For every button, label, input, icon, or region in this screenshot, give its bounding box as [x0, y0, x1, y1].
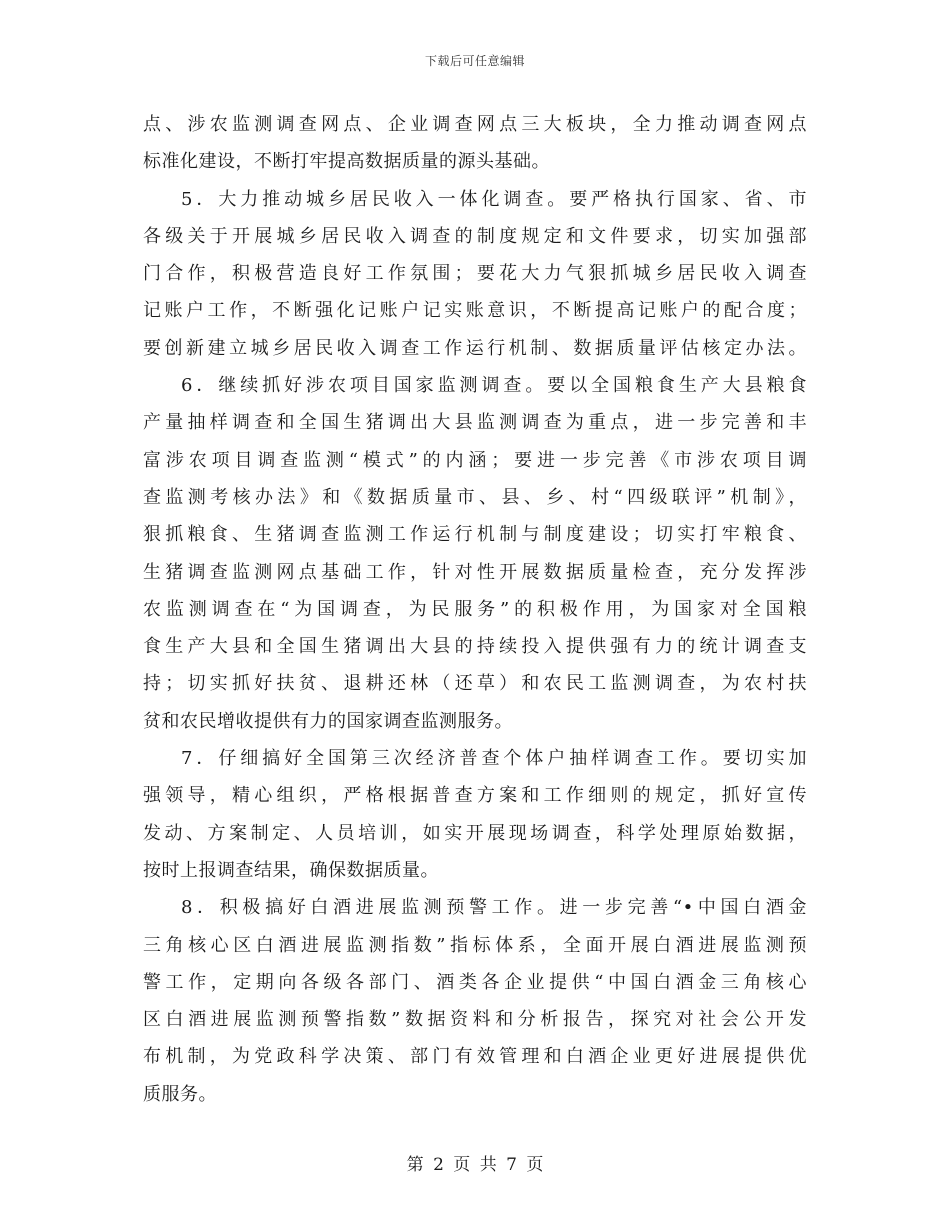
paragraph-item-8 [143, 889, 807, 1113]
text-line: 食生产大县和全国生猪调出大县的持续投入提供强有力的统计调查支 [143, 636, 807, 658]
text-line: 按时上报调查结果，确保数据质量。 [143, 859, 439, 881]
text-line: 7．仔细搞好全国第三次经济普查个体户抽样调查工作。要切实加 [181, 748, 807, 770]
page-number-footer: 第 2 页 共 7 页 [406, 1155, 544, 1175]
text-line: 标准化建设，不断打牢提高数据质量的源头基础。 [143, 151, 550, 173]
text-line: 持；切实抓好扶贫、退耕还林（还草）和农民工监测调查，为农村扶 [143, 673, 807, 695]
paragraph-item-7 [143, 740, 807, 889]
text-line: 贫和农民增收提供有力的国家调查监测服务。 [143, 710, 513, 732]
text-line: 查监测考核办法》和《数据质量市、县、乡、村“四级联评”机制》， [143, 486, 807, 508]
paragraph-item-5 [143, 181, 807, 367]
text-line: 记账户工作，不断强化记账户记实账意识，不断提高记账户的配合度； [143, 300, 807, 322]
text-line: 8．积极搞好白酒进展监测预警工作。进一步完善“•中国白酒金 [181, 897, 807, 919]
text-line: 三角核心区白酒进展监测指数”指标体系，全面开展白酒进展监测预 [143, 934, 807, 956]
text-line: 5．大力推动城乡居民收入一体化调查。要严格执行国家、省、市 [181, 188, 807, 210]
text-line: 区白酒进展监测预警指数”数据资料和分析报告，探究对社会公开发 [143, 1009, 807, 1031]
text-line: 警工作，定期向各级各部门、酒类各企业提供“中国白酒金三角核心 [143, 971, 807, 993]
text-line: 质服务。 [143, 1083, 217, 1105]
text-line: 各级关于开展城乡居民收入调查的制度规定和文件要求，切实加强部 [143, 225, 807, 247]
paragraph-item-6 [143, 367, 807, 740]
text-line: 强领导，精心组织，严格根据普查方案和工作细则的规定，抓好宣传 [143, 785, 807, 807]
text-line: 农监测调查在“为国调查，为民服务”的积极作用，为国家对全国粮 [143, 598, 807, 620]
text-line: 布机制，为党政科学决策、部门有效管理和白酒企业更好进展提供优 [143, 1046, 807, 1068]
text-line: 富涉农项目调查监测“模式”的内涵；要进一步完善《市涉农项目调 [143, 449, 807, 471]
text-line: 发动、方案制定、人员培训，如实开展现场调查，科学处理原始数据， [143, 822, 807, 844]
text-line: 狠抓粮食、生猪调查监测工作运行机制与制度建设；切实打牢粮食、 [143, 524, 807, 546]
text-line: 点、涉农监测调查网点、企业调查网点三大板块，全力推动调查网点 [143, 114, 807, 135]
text-line: 生猪调查监测网点基础工作，针对性开展数据质量检查，充分发挥涉 [143, 561, 807, 583]
text-line: 门合作，积极营造良好工作氛围；要花大力气狠抓城乡居民收入调查 [143, 263, 807, 285]
page-header: 下载后可任意编辑 [424, 54, 525, 68]
paragraph-continuation [143, 106, 807, 181]
text-line: 要创新建立城乡居民收入调查工作运行机制、数据质量评估核定办法。 [143, 337, 807, 359]
text-line: 6．继续抓好涉农项目国家监测调查。要以全国粮食生产大县粮食 [181, 375, 807, 397]
text-line: 产量抽样调查和全国生猪调出大县监测调查为重点，进一步完善和丰 [143, 412, 807, 434]
document-body [143, 106, 807, 1113]
